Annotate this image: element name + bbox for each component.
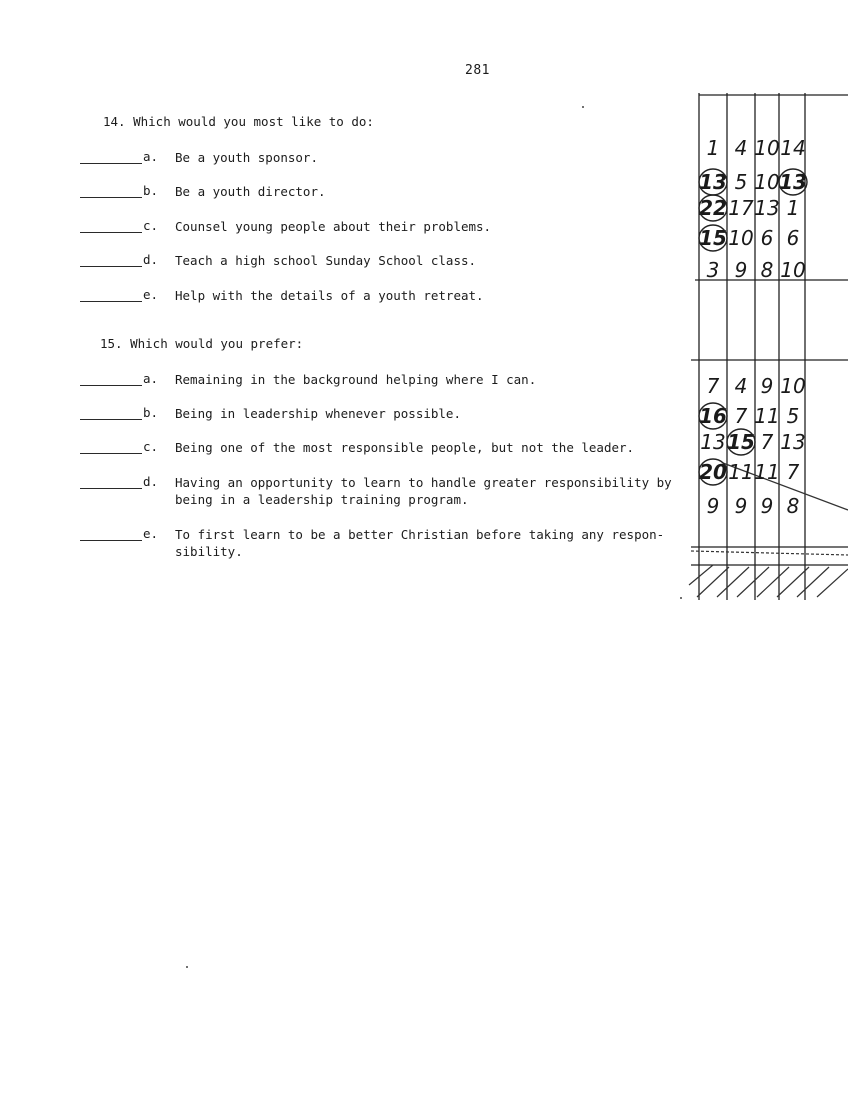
tally-mark: 13 — [700, 430, 726, 454]
option-text: Be a youth director. — [175, 184, 326, 199]
tally-mark: 8 — [786, 494, 800, 518]
page-number: 281 — [465, 63, 490, 78]
tally-mark: 17 — [728, 196, 754, 220]
option-letter: c. — [143, 439, 159, 454]
tally-mark: 11 — [754, 404, 780, 428]
option-text: To first learn to be a better Christian before taking any respon- sibility. — [175, 527, 665, 559]
option-letter: d. — [143, 252, 159, 267]
scan-speck — [186, 966, 188, 968]
answer-blank[interactable] — [80, 183, 142, 198]
option-letter: b. — [143, 405, 159, 420]
question-15-prompt: 15. Which would you prefer: — [100, 336, 304, 351]
tally-mark: 5 — [734, 170, 748, 194]
tally-mark: 7 — [786, 460, 800, 484]
tally-mark: 8 — [760, 258, 774, 282]
tally-mark: 9 — [760, 494, 774, 518]
answer-blank[interactable] — [80, 218, 142, 233]
tally-mark: 13 — [754, 196, 780, 220]
tally-mark: 4 — [734, 136, 748, 160]
tally-mark: 11 — [728, 460, 754, 484]
tally-mark: 1 — [706, 136, 720, 160]
tally-mark: 14 — [780, 136, 806, 160]
tally-mark: 10 — [754, 170, 780, 194]
tally-mark: 6 — [786, 226, 800, 250]
option-letter: a. — [143, 149, 159, 164]
tally-mark: 22 — [699, 196, 727, 220]
tally-mark: 15 — [699, 226, 727, 250]
tally-mark: 10 — [780, 258, 806, 282]
answer-blank[interactable] — [80, 526, 142, 541]
tally-grid — [683, 85, 848, 605]
tally-mark: 15 — [727, 430, 755, 454]
tally-mark: 4 — [734, 374, 748, 398]
answer-blank[interactable] — [80, 371, 142, 386]
tally-mark: 3 — [706, 258, 720, 282]
question-14-prompt: 14. Which would you most like to do: — [103, 114, 374, 129]
scan-speck — [582, 106, 584, 108]
tally-mark: 9 — [706, 494, 720, 518]
tally-mark: 10 — [780, 374, 806, 398]
tally-mark: 13 — [780, 430, 806, 454]
option-letter: e. — [143, 526, 159, 541]
answer-blank[interactable] — [80, 474, 142, 489]
answer-blank[interactable] — [80, 149, 142, 164]
option-text: Being one of the most responsible people, but not the leader. — [175, 440, 635, 455]
tally-mark: 20 — [699, 460, 727, 484]
option-text: Remaining in the background helping where I can. — [175, 372, 537, 387]
answer-blank[interactable] — [80, 252, 142, 267]
option-letter: c. — [143, 218, 159, 233]
option-letter: e. — [143, 287, 159, 302]
tally-mark: 13 — [779, 170, 807, 194]
answer-blank[interactable] — [80, 405, 142, 420]
tally-mark: 1 — [786, 196, 800, 220]
tally-mark: 6 — [760, 226, 774, 250]
option-text: Teach a high school Sunday School class. — [175, 253, 477, 268]
option-text: Being in leadership whenever possible. — [175, 406, 461, 421]
tally-mark: 11 — [754, 460, 780, 484]
option-letter: d. — [143, 474, 159, 489]
tally-mark: 9 — [734, 258, 748, 282]
tally-mark: 16 — [699, 404, 727, 428]
option-text: Help with the details of a youth retreat. — [175, 288, 484, 303]
option-text: Be a youth sponsor. — [175, 150, 318, 165]
tally-hatching — [689, 551, 848, 597]
tally-mark: 7 — [760, 430, 774, 454]
tally-mark: 10 — [728, 226, 754, 250]
tally-mark: 13 — [699, 170, 727, 194]
option-letter: b. — [143, 183, 159, 198]
tally-mark: 9 — [734, 494, 748, 518]
tally-mark: 7 — [706, 374, 720, 398]
scan-speck — [680, 597, 682, 599]
tally-mark: 7 — [734, 404, 748, 428]
option-letter: a. — [143, 371, 159, 386]
answer-blank[interactable] — [80, 439, 142, 454]
option-text: Counsel young people about their problems. — [175, 219, 492, 234]
tally-mark: 10 — [754, 136, 780, 160]
tally-mark: 9 — [760, 374, 774, 398]
answer-blank[interactable] — [80, 287, 142, 302]
tally-mark: 5 — [786, 404, 800, 428]
option-text: Having an opportunity to learn to handle greater responsibility by being in a leadership training program. — [175, 475, 672, 507]
